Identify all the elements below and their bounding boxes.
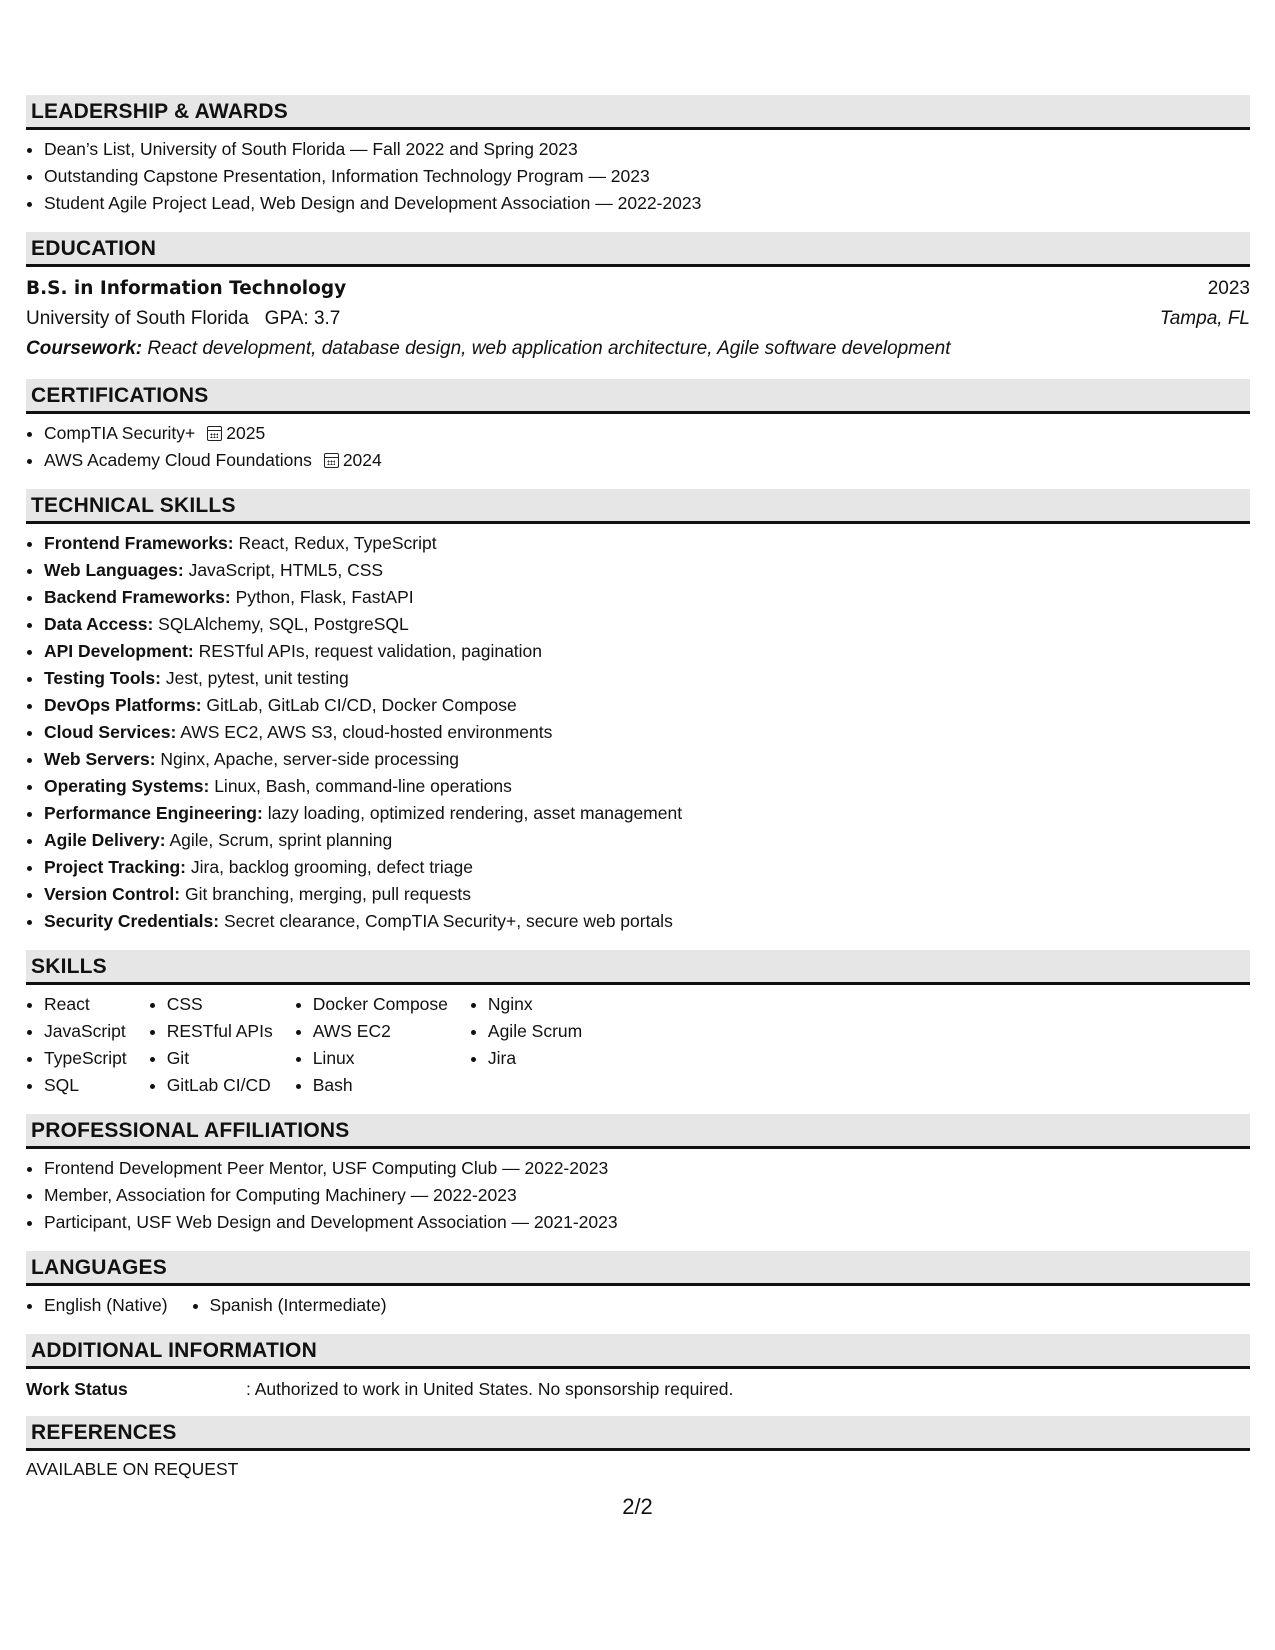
work-status-value: : Authorized to work in United States. No sponsorship required. [246,1379,734,1399]
section-title: SKILLS [26,950,1250,985]
skill-tag: • JavaScript [44,1018,127,1045]
language-item: • Spanish (Intermediate) [210,1292,387,1319]
skill-item [44,827,1250,854]
skill-value: AWS EC2, AWS S3, cloud-hosted environments [180,722,553,742]
skill-value: Secret clearance, CompTIA Security+, secure web portals [223,911,673,931]
skill-label: Version Control: [44,884,181,904]
certification-year: 2024 [342,450,382,470]
skill-tag: • RESTful APIs [167,1018,273,1045]
skill-value: GitLab, GitLab CI/CD, Docker Compose [206,695,517,715]
list-item: • Member, Association for Computing Machinery — 2022-2023 [44,1182,1250,1209]
section-title: LANGUAGES [26,1251,1250,1286]
skill-label: Data Access: [44,614,154,634]
skill-item [44,908,1250,935]
skills-grid [26,985,1250,1099]
section-title: LEADERSHIP & AWARDS [26,95,1250,130]
skill-tag: • Agile Scrum [488,1018,582,1045]
section-title: EDUCATION [26,232,1250,267]
skill-tag: • TypeScript [44,1045,127,1072]
skill-label: Web Languages: [44,560,184,580]
skill-label: API Development: [44,641,194,661]
skill-tag: • Linux [313,1045,448,1072]
skill-value: JavaScript, HTML5, CSS [188,560,384,580]
skill-item [44,800,1250,827]
skill-tag: • AWS EC2 [313,1018,448,1045]
section-title: ADDITIONAL INFORMATION [26,1334,1250,1369]
skill-tag: • Nginx [488,991,582,1018]
certification-item [44,447,1250,474]
section-education [26,232,1250,364]
skill-item [44,665,1250,692]
list-item: • Participant, USF Web Design and Development Association — 2021-2023 [44,1209,1250,1236]
list-item: • Outstanding Capstone Presentation, Information Technology Program — 2023 [44,163,1250,190]
skill-item [44,638,1250,665]
skill-tag: • Bash [313,1072,448,1099]
skill-label: Operating Systems: [44,776,210,796]
skill-label: Testing Tools: [44,668,161,688]
skill-tag: • SQL [44,1072,127,1099]
calendar-icon [207,426,222,441]
list-item: • Dean’s List, University of South Florida — Fall 2022 and Spring 2023 [44,136,1250,163]
section-leadership [26,95,1250,217]
section-affiliations [26,1114,1250,1236]
skill-tag: • React [44,991,127,1018]
references-text: AVAILABLE ON REQUEST [26,1459,239,1479]
section-additional-info [26,1334,1250,1401]
skill-item [44,611,1250,638]
skill-label: Project Tracking: [44,857,186,877]
skill-value: Linux, Bash, command-line operations [214,776,512,796]
skill-label: Frontend Frameworks: [44,533,234,553]
skill-item [44,692,1250,719]
work-status-label: Work Status [26,1379,128,1399]
section-languages [26,1251,1250,1319]
skill-item [44,557,1250,584]
page-number: 2/2 [622,1494,653,1519]
skill-label: Agile Delivery: [44,830,166,850]
skill-value: Jest, pytest, unit testing [165,668,349,688]
section-title: TECHNICAL SKILLS [26,489,1250,524]
skill-item [44,584,1250,611]
certification-name: CompTIA Security+ [44,423,196,443]
skill-item [44,719,1250,746]
skill-label: Web Servers: [44,749,156,769]
skill-label: DevOps Platforms: [44,695,202,715]
language-item: • English (Native) [44,1292,168,1319]
section-certifications [26,379,1250,474]
section-technical-skills [26,489,1250,935]
school-name: University of South Florida [26,308,249,329]
skill-tag: • Git [167,1045,273,1072]
degree: B.S. in Information Technology [26,278,347,299]
certification-name: AWS Academy Cloud Foundations [44,450,312,470]
location: Tampa, FL [1159,308,1250,329]
coursework: React development, database design, web application architecture, Agile software development [147,338,951,359]
list-item: • Student Agile Project Lead, Web Design and Development Association — 2022-2023 [44,190,1250,217]
calendar-icon [324,453,339,468]
skill-tag: • CSS [167,991,273,1018]
skill-value: React, Redux, TypeScript [238,533,437,553]
skill-item [44,746,1250,773]
skill-tag: • Jira [488,1045,582,1072]
skill-value: SQLAlchemy, SQL, PostgreSQL [158,614,409,634]
section-references [26,1416,1250,1480]
resume-page [26,95,1250,1495]
skill-label: Cloud Services: [44,722,177,742]
graduation-year: 2023 [1207,278,1250,299]
coursework-label: Coursework: [26,338,143,359]
list-item: • Frontend Development Peer Mentor, USF Computing Club — 2022-2023 [44,1155,1250,1182]
skill-value: RESTful APIs, request validation, pagination [198,641,543,661]
skill-value: Nginx, Apache, server-side processing [160,749,460,769]
gpa: GPA: 3.7 [264,308,341,329]
skill-item [44,854,1250,881]
section-skills [26,950,1250,1099]
section-title: CERTIFICATIONS [26,379,1250,414]
skill-value: lazy loading, optimized rendering, asset management [267,803,683,823]
skill-item [44,530,1250,557]
certification-item [44,420,1250,447]
skill-value: Jira, backlog grooming, defect triage [190,857,473,877]
section-title: REFERENCES [26,1416,1250,1451]
skill-item [44,773,1250,800]
skill-value: Agile, Scrum, sprint planning [169,830,393,850]
skill-value: Python, Flask, FastAPI [235,587,414,607]
skill-label: Security Credentials: [44,911,220,931]
skill-label: Performance Engineering: [44,803,263,823]
skill-tag: • GitLab CI/CD [167,1072,273,1099]
section-title: PROFESSIONAL AFFILIATIONS [26,1114,1250,1149]
skill-value: Git branching, merging, pull requests [185,884,471,904]
skill-tag: • Docker Compose [313,991,448,1018]
skill-label: Backend Frameworks: [44,587,231,607]
skill-item [44,881,1250,908]
certification-year: 2025 [226,423,266,443]
